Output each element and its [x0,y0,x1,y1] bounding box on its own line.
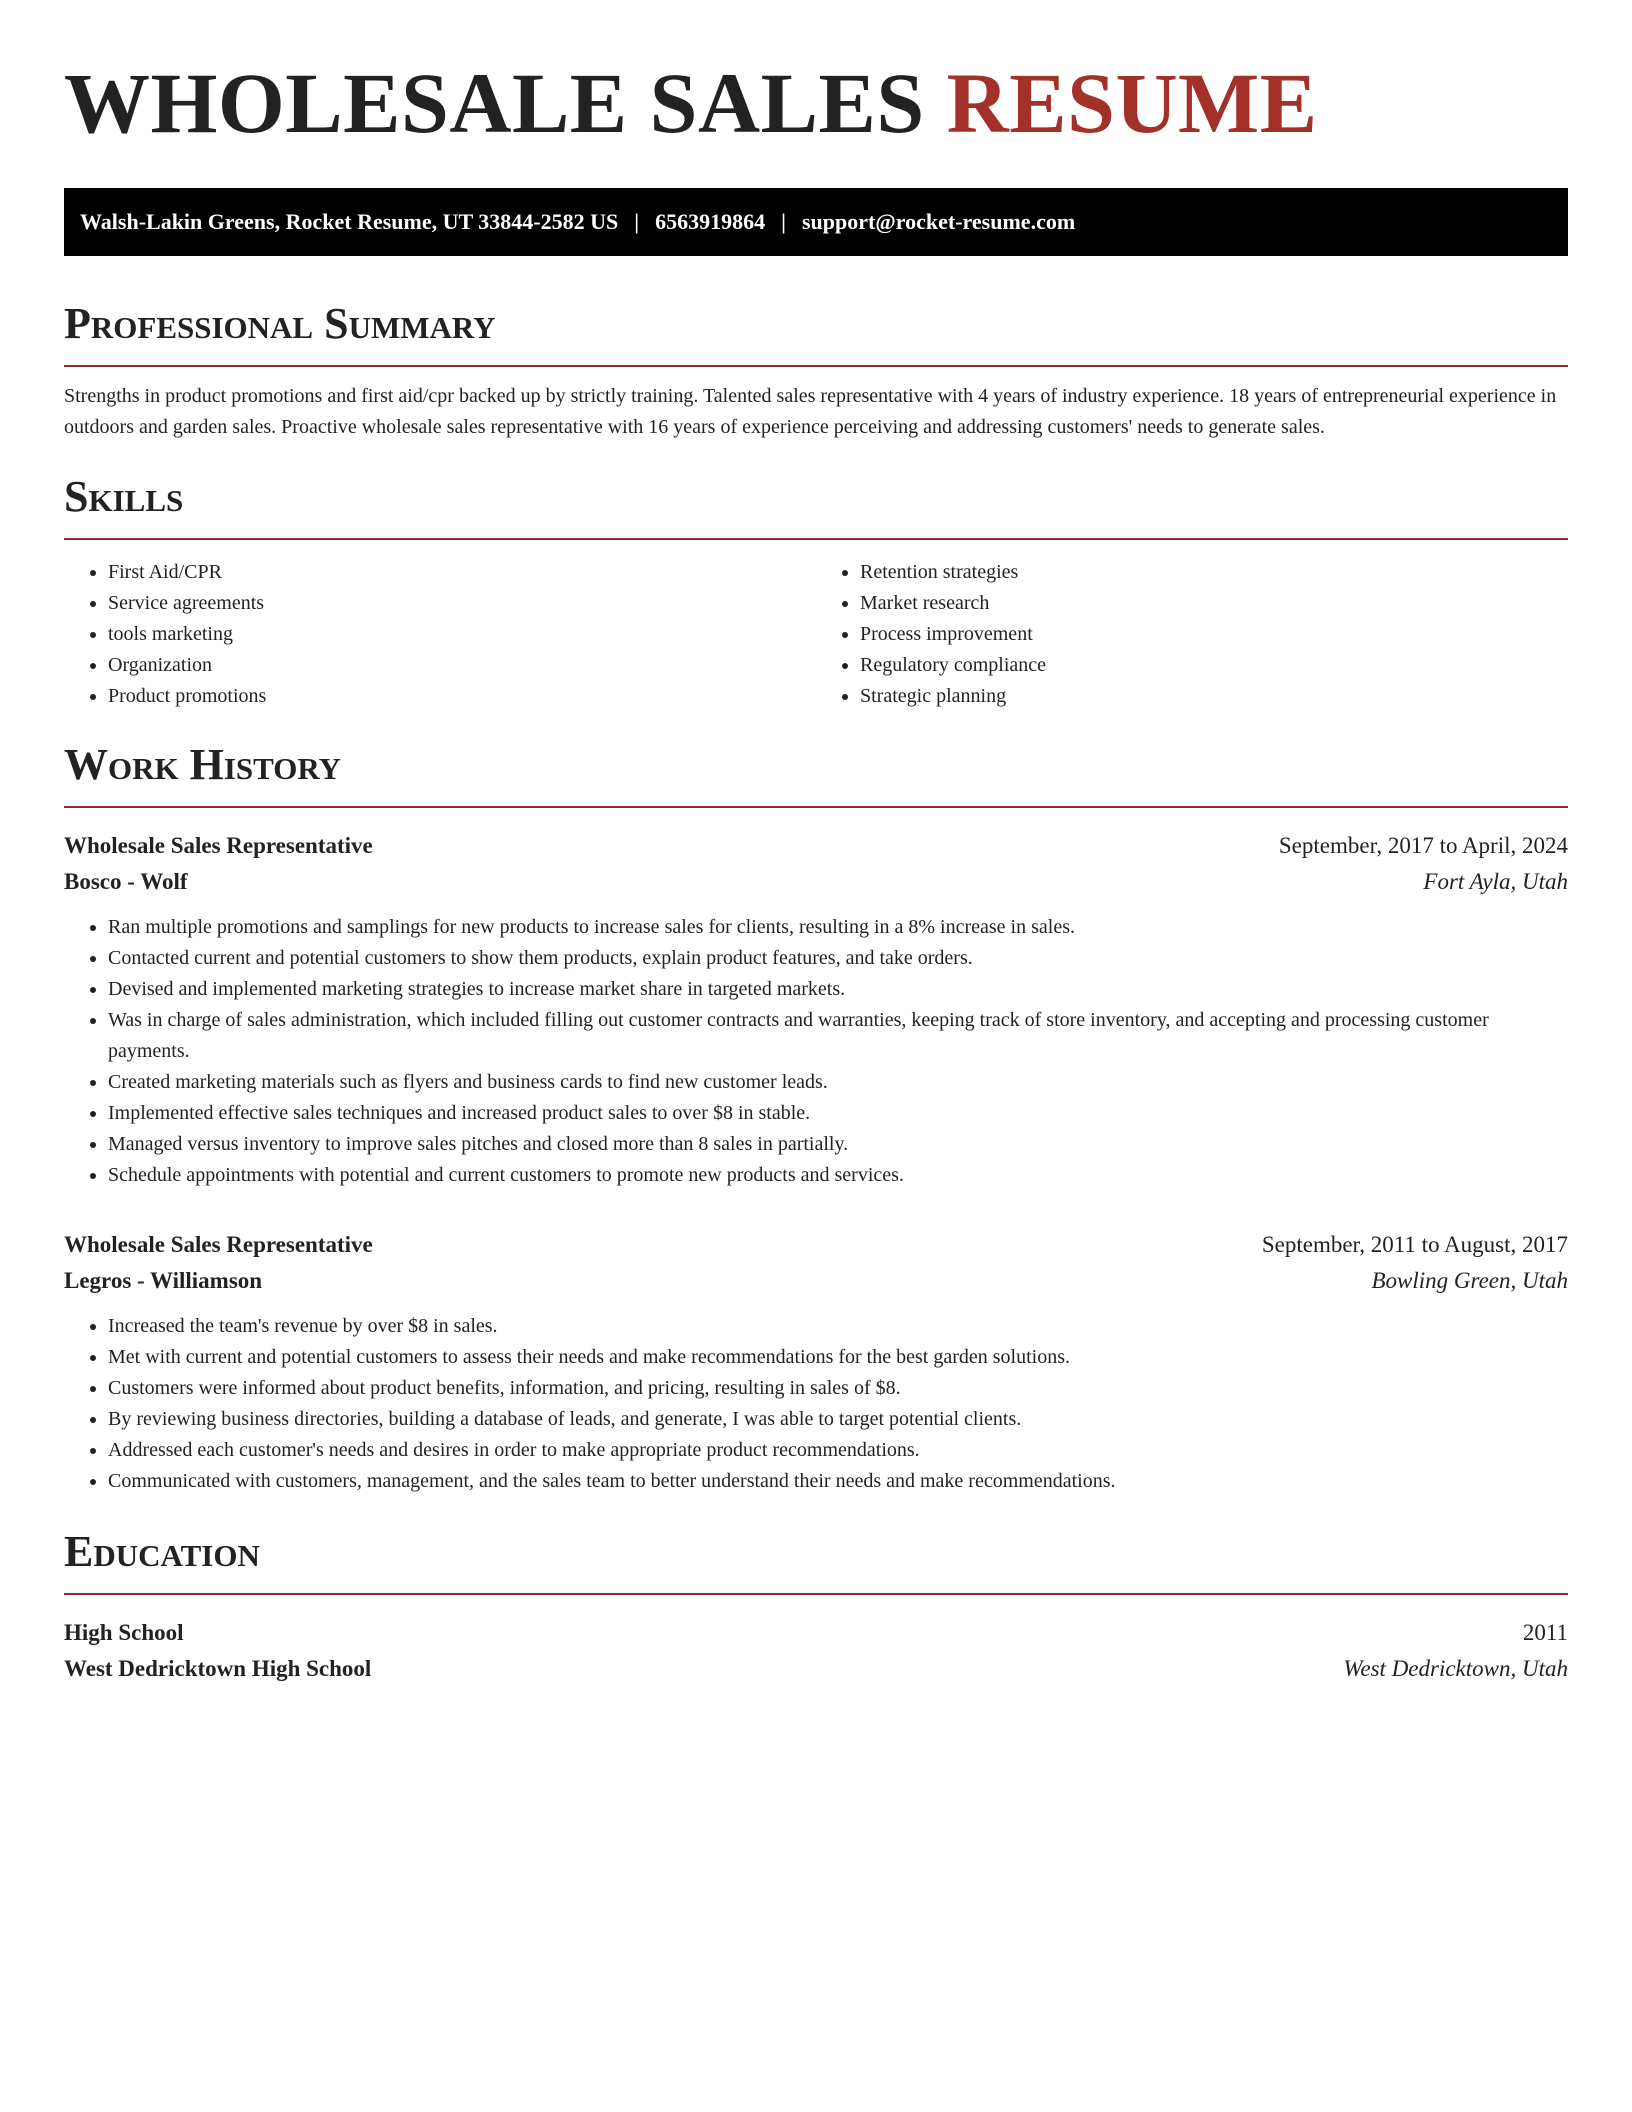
skill-item: • Product promotions [108,681,816,712]
skill-item: • Service agreements [108,588,816,619]
job-company: Bosco - Wolf [64,869,188,894]
education-school: West Dedricktown High School [64,1656,372,1681]
section-divider [64,1593,1568,1595]
education-degree: High School [64,1620,184,1645]
section-divider [64,806,1568,808]
section-divider [64,538,1568,540]
job-bullet: • Contacted current and potential customers to show them products, explain product features, and take orders. [108,943,1568,974]
job-header-row [64,828,1568,864]
title-accent: RESUME [946,55,1318,151]
skill-item: • First Aid/CPR [108,557,816,588]
title-main: WHOLESALE SALES [64,55,925,151]
skill-item: • Organization [108,650,816,681]
job-company: Legros - Williamson [64,1268,263,1293]
job-bullet: • Managed versus inventory to improve sales pitches and closed more than 8 sales in partially. [108,1129,1568,1160]
job-bullet: • Addressed each customer's needs and desires in order to make appropriate product recommendations. [108,1435,1568,1466]
job-title: Wholesale Sales Representative [64,1232,373,1257]
job-bullet: • Was in charge of sales administration, which included filling out customer contracts and warranties, keeping track of store inventory, and accepting and processing customer payments. [108,1005,1568,1067]
section-heading: Education [64,1527,260,1576]
skill-item: • Strategic planning [860,681,1568,712]
job-bullet: • Implemented effective sales techniques and increased product sales to over $8 in stable. [108,1098,1568,1129]
job-bullets [64,1311,1568,1497]
job-bullet: • Created marketing materials such as flyers and business cards to find new customer leads. [108,1067,1568,1098]
contact-address: Walsh-Lakin Greens, Rocket Resume, UT 33844-2582 US [80,209,619,234]
job-bullet: • Increased the team's revenue by over $8 in sales. [108,1311,1568,1342]
work-history-section [64,740,1568,1497]
job-bullet: • Customers were informed about product benefits, information, and pricing, resulting in sales of $8. [108,1373,1568,1404]
skill-item: • Regulatory compliance [860,650,1568,681]
job-bullet: • Devised and implemented marketing strategies to increase market share in targeted markets. [108,974,1568,1005]
job-entry [64,828,1568,1191]
professional-summary-section [64,299,1568,443]
skill-item: • Market research [860,588,1568,619]
job-bullet: • Schedule appointments with potential and current customers to promote new products and services. [108,1160,1568,1191]
education-section [64,1527,1568,1687]
job-bullet: • Ran multiple promotions and samplings for new products to increase sales for clients, resulting in a 8% increase in sales. [108,912,1568,943]
section-heading: Professional Summary [64,299,496,348]
resume-title [64,55,1568,151]
skills-column-left [64,557,816,712]
education-year: 2011 [1522,1620,1568,1645]
skill-item: • tools marketing [108,619,816,650]
education-entry [64,1615,1568,1687]
section-heading: Skills [64,472,184,521]
job-bullet: • By reviewing business directories, building a database of leads, and generate, I was able to target potential clients. [108,1404,1568,1435]
job-location: Bowling Green, Utah [1371,1268,1568,1293]
section-divider [64,365,1568,367]
contact-separator: | [634,209,640,234]
job-company-row [64,1263,1568,1299]
job-title: Wholesale Sales Representative [64,833,373,858]
job-company-row [64,864,1568,900]
contact-separator: | [781,209,786,234]
section-heading: Work History [64,740,342,789]
job-bullet: • Met with current and potential customers to assess their needs and make recommendations for the best garden solutions. [108,1342,1568,1373]
job-location: Fort Ayla, Utah [1423,869,1568,894]
contact-email[interactable]: support@rocket-resume.com [801,209,1076,234]
contact-bar [64,188,1568,256]
skills-section [64,472,1568,712]
job-entry [64,1227,1568,1497]
summary-text: Strengths in product promotions and first aid/cpr backed up by strictly training. Talented sales representative with 4 years of industry experience. 18 years of entrepreneurial experience in outdoors and garden sales. Proactive wholesale sales representative with 16 years of experience perceiving and addressing customers' needs to generate sales. [64,385,1557,438]
skills-column-right [816,557,1568,712]
job-header-row [64,1227,1568,1263]
education-school-row [64,1651,1568,1687]
education-degree-row [64,1615,1568,1651]
contact-phone[interactable]: 6563919864 [655,209,766,234]
skill-item: • Process improvement [860,619,1568,650]
job-bullets [64,912,1568,1191]
job-dates: September, 2011 to August, 2017 [1261,1232,1568,1257]
education-location: West Dedricktown, Utah [1343,1656,1568,1681]
skills-list [64,557,1568,712]
skill-item: • Retention strategies [860,557,1568,588]
job-dates: September, 2017 to April, 2024 [1278,833,1568,858]
job-bullet: • Communicated with customers, management, and the sales team to better understand their needs and make recommendations. [108,1466,1568,1497]
